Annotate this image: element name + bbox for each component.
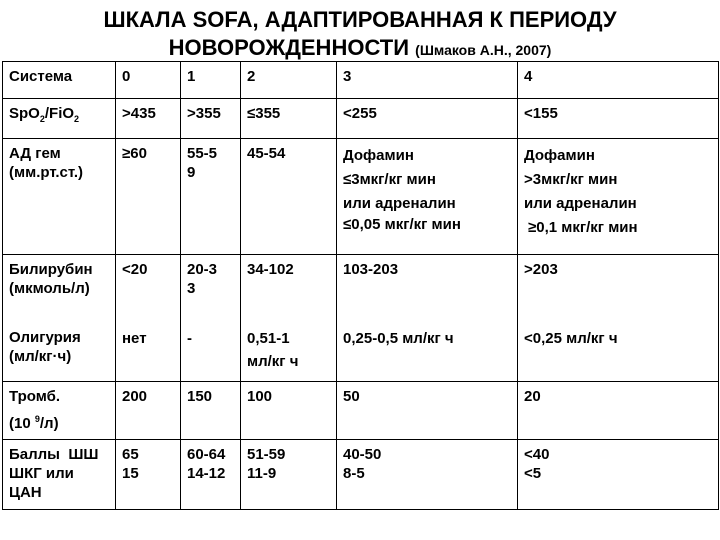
cell-bp-0: ≥60 bbox=[116, 139, 181, 255]
cell-bili-2 bbox=[241, 255, 337, 382]
label-part: /л) bbox=[39, 415, 59, 432]
table-row-platelets bbox=[3, 382, 719, 440]
sofa-table bbox=[2, 61, 719, 510]
label-part: /FiO bbox=[44, 105, 75, 122]
cell-score-3 bbox=[337, 440, 518, 510]
cell-bili-3 bbox=[337, 255, 518, 382]
cell-spo2-3: <255 bbox=[337, 99, 518, 139]
title-line-1: ШКАЛА SOFA, АДАПТИРОВАННАЯ К ПЕРИОДУ bbox=[103, 7, 617, 32]
cell-plt-1: 150 bbox=[181, 382, 241, 440]
label-line: ЦАН bbox=[9, 484, 42, 501]
cell-bili-0 bbox=[116, 255, 181, 382]
label-line: Билирубин bbox=[9, 261, 93, 278]
row-label-spo2 bbox=[3, 99, 116, 139]
label-line: (мм.рт.ст.) bbox=[9, 164, 84, 181]
row-label-bp bbox=[3, 139, 116, 255]
cell-line: - bbox=[187, 330, 192, 347]
cell-line: <0,25 мл/кг ч bbox=[524, 330, 618, 347]
label-line bbox=[9, 410, 111, 433]
cell-line: ≥0,1 мкг/кг мин bbox=[528, 219, 638, 236]
title-line-2 bbox=[0, 34, 720, 64]
cell-line: 9 bbox=[187, 164, 196, 181]
table-row-bp bbox=[3, 139, 719, 255]
cell-line: 14-12 bbox=[187, 465, 226, 482]
row-label-plt bbox=[3, 382, 116, 440]
table-row-score bbox=[3, 440, 719, 510]
label-line: Олигурия bbox=[9, 329, 81, 346]
header-cell: 3 bbox=[337, 62, 518, 99]
label-line: (мкмоль/л) bbox=[9, 280, 90, 297]
cell-score-2 bbox=[241, 440, 337, 510]
header-cell: 4 bbox=[518, 62, 719, 99]
cell-line: 3 bbox=[187, 280, 196, 297]
cell-line: Дофамин bbox=[343, 147, 414, 164]
cell-line: <20 bbox=[122, 261, 148, 278]
cell-line: 65 bbox=[122, 446, 139, 463]
label-line: Баллы ШШ bbox=[9, 446, 99, 463]
cell-line: 0,25-0,5 мл/кг ч bbox=[343, 330, 454, 347]
label-sub: 2 bbox=[74, 114, 80, 124]
cell-line: или адреналин bbox=[343, 195, 456, 212]
cell-spo2-2: ≤355 bbox=[241, 99, 337, 139]
cell-line: 0,51-1 bbox=[247, 330, 290, 347]
cell-line: 51-59 bbox=[247, 446, 286, 463]
label-line: АД гем bbox=[9, 145, 61, 162]
cell-bp-4 bbox=[518, 139, 719, 255]
cell-line: мл/кг ч bbox=[247, 353, 299, 370]
cell-line: или адреналин bbox=[524, 195, 637, 212]
cell-bp-3 bbox=[337, 139, 518, 255]
table-header-row bbox=[3, 62, 719, 99]
cell-bp-2: 45-54 bbox=[241, 139, 337, 255]
label-part: SpO bbox=[9, 105, 40, 122]
label-sup: 9 bbox=[34, 414, 40, 424]
label-sub: 2 bbox=[39, 114, 45, 124]
cell-bp-1 bbox=[181, 139, 241, 255]
label-part: (10 bbox=[9, 415, 35, 432]
cell-line: ≤3мкг/кг мин bbox=[343, 171, 436, 188]
cell-line: 55-5 bbox=[187, 145, 218, 162]
cell-line: 103-203 bbox=[343, 261, 399, 278]
cell-line: 8-5 bbox=[343, 465, 365, 482]
cell-line: 34-102 bbox=[247, 261, 294, 278]
cell-line: 20-3 bbox=[187, 261, 218, 278]
cell-spo2-0: >435 bbox=[116, 99, 181, 139]
cell-plt-2: 100 bbox=[241, 382, 337, 440]
header-cell: 1 bbox=[181, 62, 241, 99]
cell-score-1 bbox=[181, 440, 241, 510]
label-line: (мл/кг·ч) bbox=[9, 348, 72, 365]
cell-line: нет bbox=[122, 330, 147, 347]
table-row-bilirubin-oliguria bbox=[3, 255, 719, 382]
cell-spo2-4: <155 bbox=[518, 99, 719, 139]
cell-line: <5 bbox=[524, 465, 542, 482]
cell-score-0 bbox=[116, 440, 181, 510]
cell-line: 11-9 bbox=[247, 465, 277, 482]
cell-line: 40-50 bbox=[343, 446, 382, 463]
header-cell: 0 bbox=[116, 62, 181, 99]
cell-bili-1 bbox=[181, 255, 241, 382]
table-row-spo2 bbox=[3, 99, 719, 139]
cell-line: ≤0,05 мкг/кг мин bbox=[343, 216, 461, 233]
title-main: НОВОРОЖДЕННОСТИ bbox=[168, 35, 410, 60]
cell-line: <40 bbox=[524, 446, 550, 463]
label-line: Тромб. bbox=[9, 388, 61, 405]
header-cell: 2 bbox=[241, 62, 337, 99]
cell-score-4 bbox=[518, 440, 719, 510]
cell-plt-4: 20 bbox=[518, 382, 719, 440]
row-label-score bbox=[3, 440, 116, 510]
cell-line: >3мкг/кг мин bbox=[524, 171, 618, 188]
cell-line: 60-64 bbox=[187, 446, 226, 463]
cell-line: Дофамин bbox=[524, 147, 595, 164]
cell-line: >203 bbox=[524, 261, 558, 278]
title-author: (Шмаков А.Н., 2007) bbox=[415, 42, 552, 58]
cell-line: 15 bbox=[122, 465, 139, 482]
cell-plt-3: 50 bbox=[337, 382, 518, 440]
cell-spo2-1: >355 bbox=[181, 99, 241, 139]
cell-plt-0: 200 bbox=[116, 382, 181, 440]
label-line: ШКГ или bbox=[9, 465, 74, 482]
cell-bili-4 bbox=[518, 255, 719, 382]
page-title bbox=[0, 6, 720, 64]
header-cell: Система bbox=[3, 62, 116, 99]
row-label-bili bbox=[3, 255, 116, 382]
